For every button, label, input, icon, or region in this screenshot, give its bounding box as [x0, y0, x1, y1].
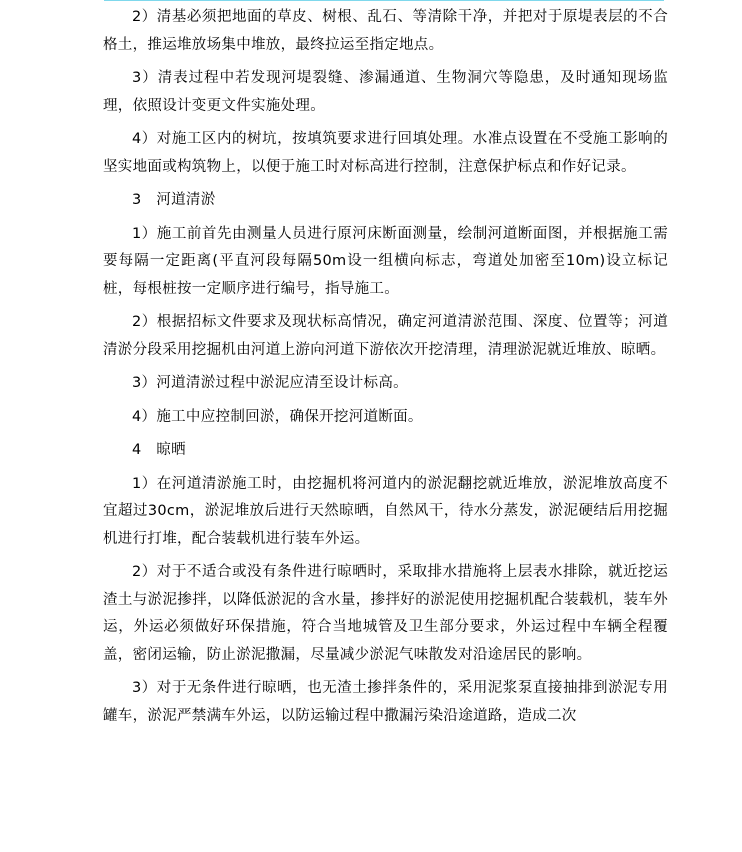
paragraph-dredging-2: 2）根据招标文件要求及现状标高情况，确定河道清淤范围、深度、位置等；河道清淤分段采用挖掘机由河道上游向河道下游依次开挖清理，清理淤泥就近堆放、晾晒。: [103, 314, 668, 358]
paragraph-dredging-1: 1）施工前首先由测量人员进行原河床断面测量，绘制河道断面图，并根据施工需要每隔一定距离(平直河段每隔50m设一组横向标志，弯道处加密至10m)设立标记桩，每根桩按一定顺序进行编号，指导施工。: [103, 225, 668, 297]
paragraph-clearing-4: 4）对施工区内的树坑，按填筑要求进行回填处理。水准点设置在不受施工影响的坚实地面或构筑物上，以便于施工时对标高进行控制，注意保护标点和作好记录。: [103, 131, 668, 175]
section-heading-drying: 4 晾晒: [132, 442, 186, 458]
paragraph-dredging-3: 3）河道清淤过程中淤泥应清至设计标高。: [132, 375, 408, 391]
paragraph-clearing-2: 2）清基必须把地面的草皮、树根、乱石、等清除干净，并把对于原堤表层的不合格土，推运堆放场集中堆放，最终拉运至指定地点。: [103, 9, 668, 53]
paragraph-clearing-3: 3）清表过程中若发现河堤裂缝、渗漏通道、生物洞穴等隐患，及时通知现场监理，依照设计变更文件实施处理。: [103, 70, 668, 114]
section-heading-dredging: 3 河道清淤: [132, 192, 216, 208]
paragraph-dredging-4: 4）施工中应控制回淤，确保开挖河道断面。: [132, 408, 423, 425]
paragraph-drying-2: 2）对于不适合或没有条件进行晾晒时，采取排水措施将上层表水排除，就近挖运渣土与淤泥掺拌，以降低淤泥的含水量，掺拌好的淤泥使用挖掘机配合装载机，装车外运，外运必须做好环保措施，符合当地城管及卫生部分要求，外运过程中车辆全程覆盖，密闭运输，防止淤泥撒漏，尽量减少淤泥气味散发对沿途居民的影响。: [103, 564, 668, 663]
paragraph-drying-3: 3）对于无条件进行晾晒，也无渣土掺拌条件的，采用泥浆泵直接抽排到淤泥专用罐车，淤泥严禁满车外运，以防运输过程中撒漏污染沿途道路，造成二次: [103, 680, 668, 724]
paragraph-drying-1: 1）在河道清淤施工时，由挖掘机将河道内的淤泥翻挖就近堆放，淤泥堆放高度不宜超过30cm，淤泥堆放后进行天然晾晒，自然风干，待水分蒸发，淤泥硬结后用挖掘机进行打堆，配合装载机进行装车外运。: [103, 475, 668, 547]
document-body: [103, 0, 668, 730]
